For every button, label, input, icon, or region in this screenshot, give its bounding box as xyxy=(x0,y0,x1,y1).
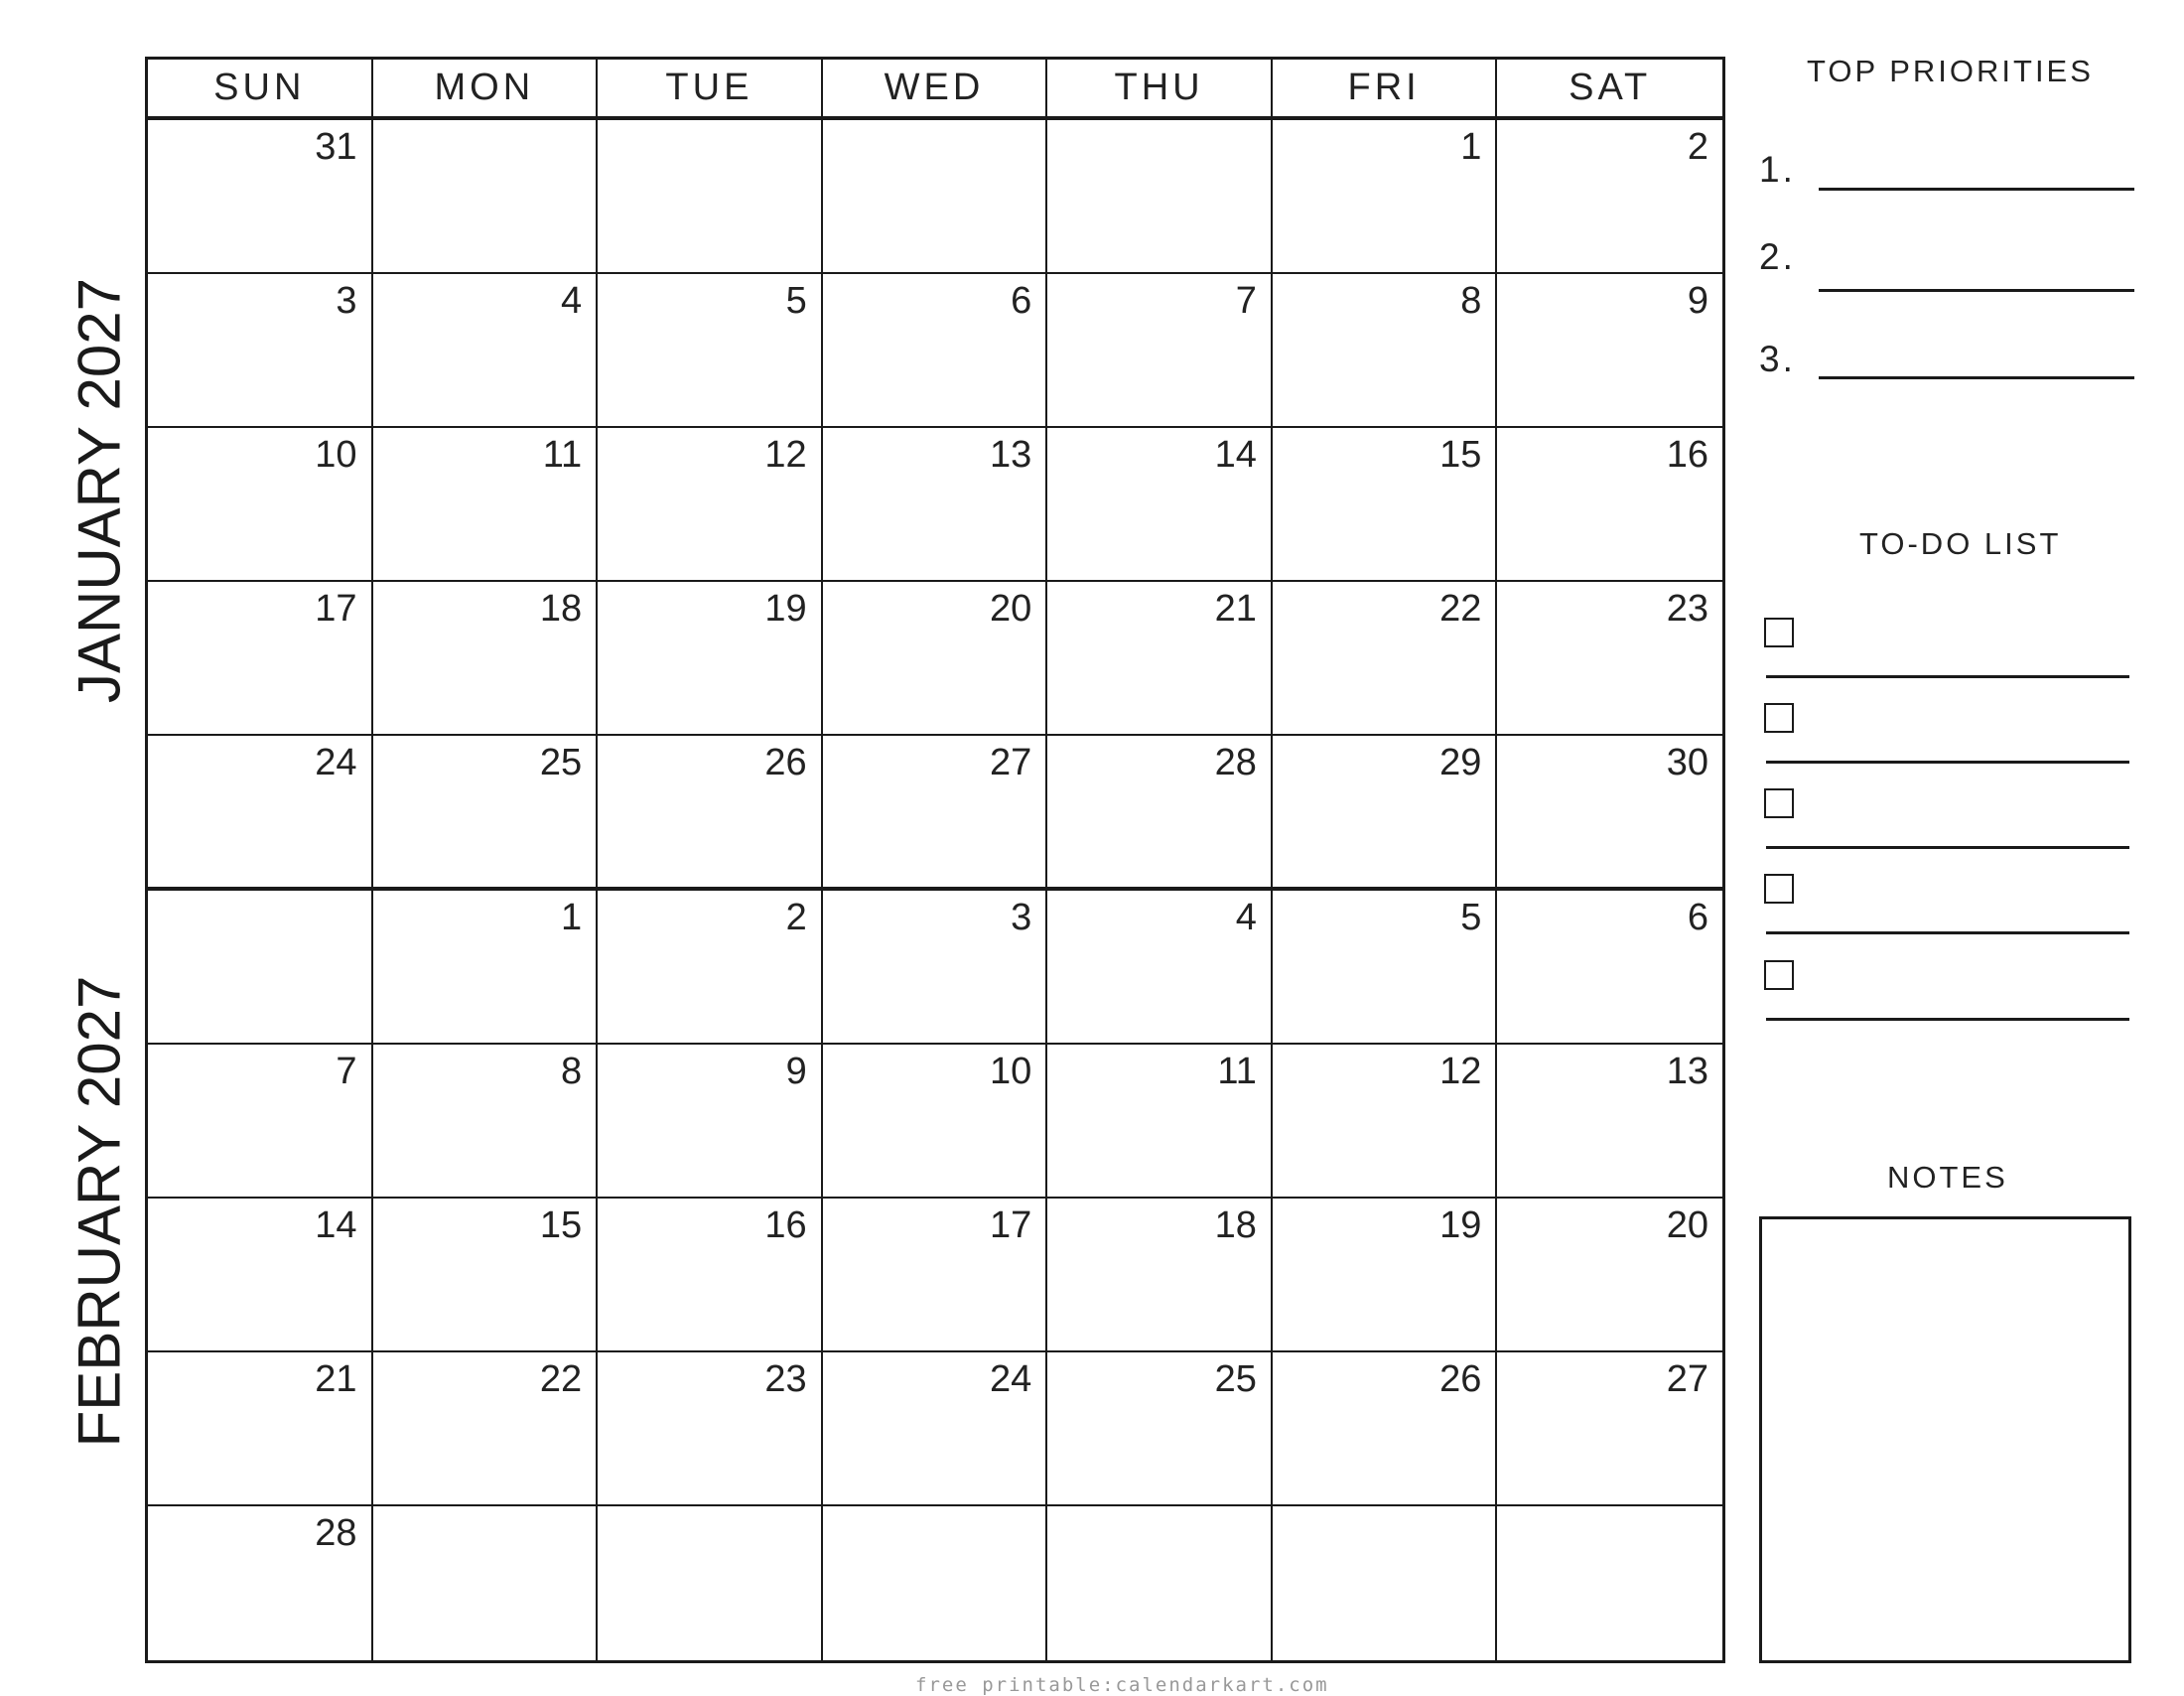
day-number: 2 xyxy=(785,896,807,938)
day-cell[interactable] xyxy=(1497,582,1722,736)
day-number: 28 xyxy=(315,1511,357,1554)
day-number: 22 xyxy=(1439,588,1482,631)
day-number: 28 xyxy=(1214,742,1257,784)
weekday-header: SAT xyxy=(1497,60,1722,120)
day-number: 9 xyxy=(785,1050,807,1092)
calendar-grid xyxy=(145,57,1725,1663)
day-cell[interactable] xyxy=(598,1199,823,1352)
day-number: 15 xyxy=(1439,434,1482,477)
day-cell[interactable] xyxy=(823,1506,1048,1660)
day-number: 26 xyxy=(764,742,807,784)
day-number: 21 xyxy=(1214,588,1257,631)
day-cell[interactable] xyxy=(373,1506,599,1660)
day-cell[interactable] xyxy=(1273,1199,1498,1352)
todo-line[interactable] xyxy=(1766,761,2129,764)
day-cell[interactable] xyxy=(1047,120,1273,274)
priority-number-2: 2. xyxy=(1759,236,1796,277)
priority-line-1[interactable] xyxy=(1819,188,2134,191)
day-number: 16 xyxy=(1666,434,1708,477)
day-number: 26 xyxy=(1439,1357,1482,1400)
day-cell[interactable] xyxy=(598,274,823,428)
day-number: 22 xyxy=(539,1357,583,1400)
day-cell[interactable] xyxy=(823,274,1048,428)
day-cell[interactable] xyxy=(148,1506,373,1660)
footer-credit: free printable:calendarkart.com xyxy=(915,1674,1329,1696)
day-number: 14 xyxy=(315,1203,357,1246)
day-number: 5 xyxy=(785,280,807,323)
day-cell[interactable] xyxy=(598,1352,823,1506)
day-cell[interactable] xyxy=(1497,120,1722,274)
day-cell[interactable] xyxy=(1273,428,1498,582)
day-number: 16 xyxy=(764,1203,807,1246)
todo-checkbox[interactable] xyxy=(1764,788,1794,818)
day-number: 18 xyxy=(539,588,583,631)
notes-title: NOTES xyxy=(1887,1160,2008,1195)
priority-line-3[interactable] xyxy=(1819,376,2134,379)
day-number: 8 xyxy=(561,1050,583,1092)
day-cell[interactable] xyxy=(1497,1352,1722,1506)
day-number: 25 xyxy=(539,742,583,784)
day-cell[interactable] xyxy=(1047,1506,1273,1660)
notes-box[interactable] xyxy=(1759,1216,2131,1663)
day-cell[interactable] xyxy=(1273,1352,1498,1506)
day-cell[interactable] xyxy=(1273,891,1498,1045)
day-number: 3 xyxy=(336,280,357,323)
day-number: 18 xyxy=(1214,1203,1257,1246)
day-cell[interactable] xyxy=(373,1199,599,1352)
day-cell[interactable] xyxy=(1047,1199,1273,1352)
day-cell[interactable] xyxy=(148,891,373,1045)
day-cell[interactable] xyxy=(598,891,823,1045)
day-number: 10 xyxy=(990,1050,1032,1092)
day-number: 1 xyxy=(1460,126,1482,168)
weekday-header: SUN xyxy=(148,60,373,120)
top-priorities-title: TOP PRIORITIES xyxy=(1807,54,2094,88)
todo-checkbox[interactable] xyxy=(1764,703,1794,733)
day-cell[interactable] xyxy=(148,1045,373,1199)
day-cell[interactable] xyxy=(148,1199,373,1352)
day-cell[interactable] xyxy=(823,736,1048,890)
day-cell[interactable] xyxy=(148,274,373,428)
day-cell[interactable] xyxy=(1497,891,1722,1045)
day-cell[interactable] xyxy=(598,428,823,582)
todo-checkbox[interactable] xyxy=(1764,618,1794,647)
day-cell[interactable] xyxy=(1497,1199,1722,1352)
day-number: 5 xyxy=(1460,896,1482,938)
todo-list-title: TO-DO LIST xyxy=(1859,526,2062,561)
day-number: 13 xyxy=(990,434,1032,477)
day-number: 19 xyxy=(764,588,807,631)
day-cell[interactable] xyxy=(373,891,599,1045)
day-cell[interactable] xyxy=(148,120,373,274)
day-cell[interactable] xyxy=(148,1352,373,1506)
day-cell[interactable] xyxy=(1047,274,1273,428)
todo-checkbox[interactable] xyxy=(1764,874,1794,904)
day-cell[interactable] xyxy=(373,120,599,274)
day-number: 14 xyxy=(1214,434,1257,477)
day-cell[interactable] xyxy=(823,1045,1048,1199)
day-cell[interactable] xyxy=(148,736,373,890)
day-cell[interactable] xyxy=(598,736,823,890)
day-cell[interactable] xyxy=(1273,1045,1498,1199)
day-cell[interactable] xyxy=(373,1045,599,1199)
day-cell[interactable] xyxy=(823,1199,1048,1352)
month-label-january: JANUARY 2027 xyxy=(66,277,133,704)
month-label-february: FEBRUARY 2027 xyxy=(66,975,133,1448)
day-cell[interactable] xyxy=(148,582,373,736)
day-cell[interactable] xyxy=(1047,1352,1273,1506)
day-cell[interactable] xyxy=(373,736,599,890)
day-number: 23 xyxy=(1666,588,1708,631)
day-number: 3 xyxy=(1011,896,1032,938)
day-number: 13 xyxy=(1666,1050,1708,1092)
todo-line[interactable] xyxy=(1766,1018,2129,1021)
day-number: 21 xyxy=(315,1357,357,1400)
weekday-header: MON xyxy=(373,60,599,120)
day-cell[interactable] xyxy=(598,120,823,274)
day-cell[interactable] xyxy=(1273,736,1498,890)
day-number: 11 xyxy=(1217,1050,1257,1092)
day-cell[interactable] xyxy=(1497,428,1722,582)
day-number: 4 xyxy=(1235,896,1257,938)
day-cell[interactable] xyxy=(823,120,1048,274)
day-cell[interactable] xyxy=(823,582,1048,736)
priority-number-1: 1. xyxy=(1759,149,1796,190)
day-number: 17 xyxy=(990,1203,1032,1246)
day-number: 24 xyxy=(315,742,357,784)
day-number: 6 xyxy=(1687,896,1708,938)
day-cell[interactable] xyxy=(373,428,599,582)
weekday-header: TUE xyxy=(598,60,823,120)
todo-line[interactable] xyxy=(1766,846,2129,849)
day-number: 27 xyxy=(1666,1357,1708,1400)
day-cell[interactable] xyxy=(823,428,1048,582)
priority-number-3: 3. xyxy=(1759,339,1796,379)
priority-line-2[interactable] xyxy=(1819,289,2134,292)
day-cell[interactable] xyxy=(1047,891,1273,1045)
day-number: 30 xyxy=(1666,742,1708,784)
day-number: 31 xyxy=(315,126,357,168)
day-number: 8 xyxy=(1460,280,1482,323)
day-cell[interactable] xyxy=(598,582,823,736)
day-cell[interactable] xyxy=(1273,120,1498,274)
day-cell[interactable] xyxy=(1047,428,1273,582)
day-cell[interactable] xyxy=(373,582,599,736)
day-number: 20 xyxy=(990,588,1032,631)
day-number: 27 xyxy=(990,742,1032,784)
todo-line[interactable] xyxy=(1766,931,2129,934)
day-number: 24 xyxy=(990,1357,1032,1400)
day-number: 15 xyxy=(539,1203,583,1246)
weekday-header: FRI xyxy=(1273,60,1498,120)
day-cell[interactable] xyxy=(1497,1045,1722,1199)
day-cell[interactable] xyxy=(1273,274,1498,428)
day-number: 17 xyxy=(315,588,357,631)
day-number: 29 xyxy=(1439,742,1482,784)
day-cell[interactable] xyxy=(1047,736,1273,890)
day-cell[interactable] xyxy=(373,1352,599,1506)
day-cell[interactable] xyxy=(1273,582,1498,736)
day-number: 9 xyxy=(1687,280,1708,323)
day-cell[interactable] xyxy=(148,428,373,582)
day-cell[interactable] xyxy=(1497,736,1722,890)
day-number: 12 xyxy=(764,434,807,477)
day-cell[interactable] xyxy=(1497,1506,1722,1660)
day-number: 4 xyxy=(561,280,583,323)
todo-checkbox[interactable] xyxy=(1764,960,1794,990)
weekday-header: THU xyxy=(1047,60,1273,120)
day-number: 12 xyxy=(1439,1050,1482,1092)
day-number: 7 xyxy=(336,1050,357,1092)
day-cell[interactable] xyxy=(823,891,1048,1045)
day-cell[interactable] xyxy=(373,274,599,428)
day-cell[interactable] xyxy=(1497,274,1722,428)
day-number: 1 xyxy=(561,896,583,938)
day-cell[interactable] xyxy=(1273,1506,1498,1660)
day-number: 20 xyxy=(1666,1203,1708,1246)
day-number: 19 xyxy=(1439,1203,1482,1246)
day-number: 11 xyxy=(542,434,583,477)
day-number: 7 xyxy=(1235,280,1257,323)
day-number: 25 xyxy=(1214,1357,1257,1400)
day-number: 23 xyxy=(764,1357,807,1400)
todo-line[interactable] xyxy=(1766,675,2129,678)
day-cell[interactable] xyxy=(1047,1045,1273,1199)
weekday-header: WED xyxy=(823,60,1048,120)
day-cell[interactable] xyxy=(598,1506,823,1660)
day-number: 2 xyxy=(1687,126,1708,168)
day-number: 6 xyxy=(1011,280,1032,323)
day-number: 10 xyxy=(315,434,357,477)
day-cell[interactable] xyxy=(823,1352,1048,1506)
day-cell[interactable] xyxy=(1047,582,1273,736)
day-cell[interactable] xyxy=(598,1045,823,1199)
